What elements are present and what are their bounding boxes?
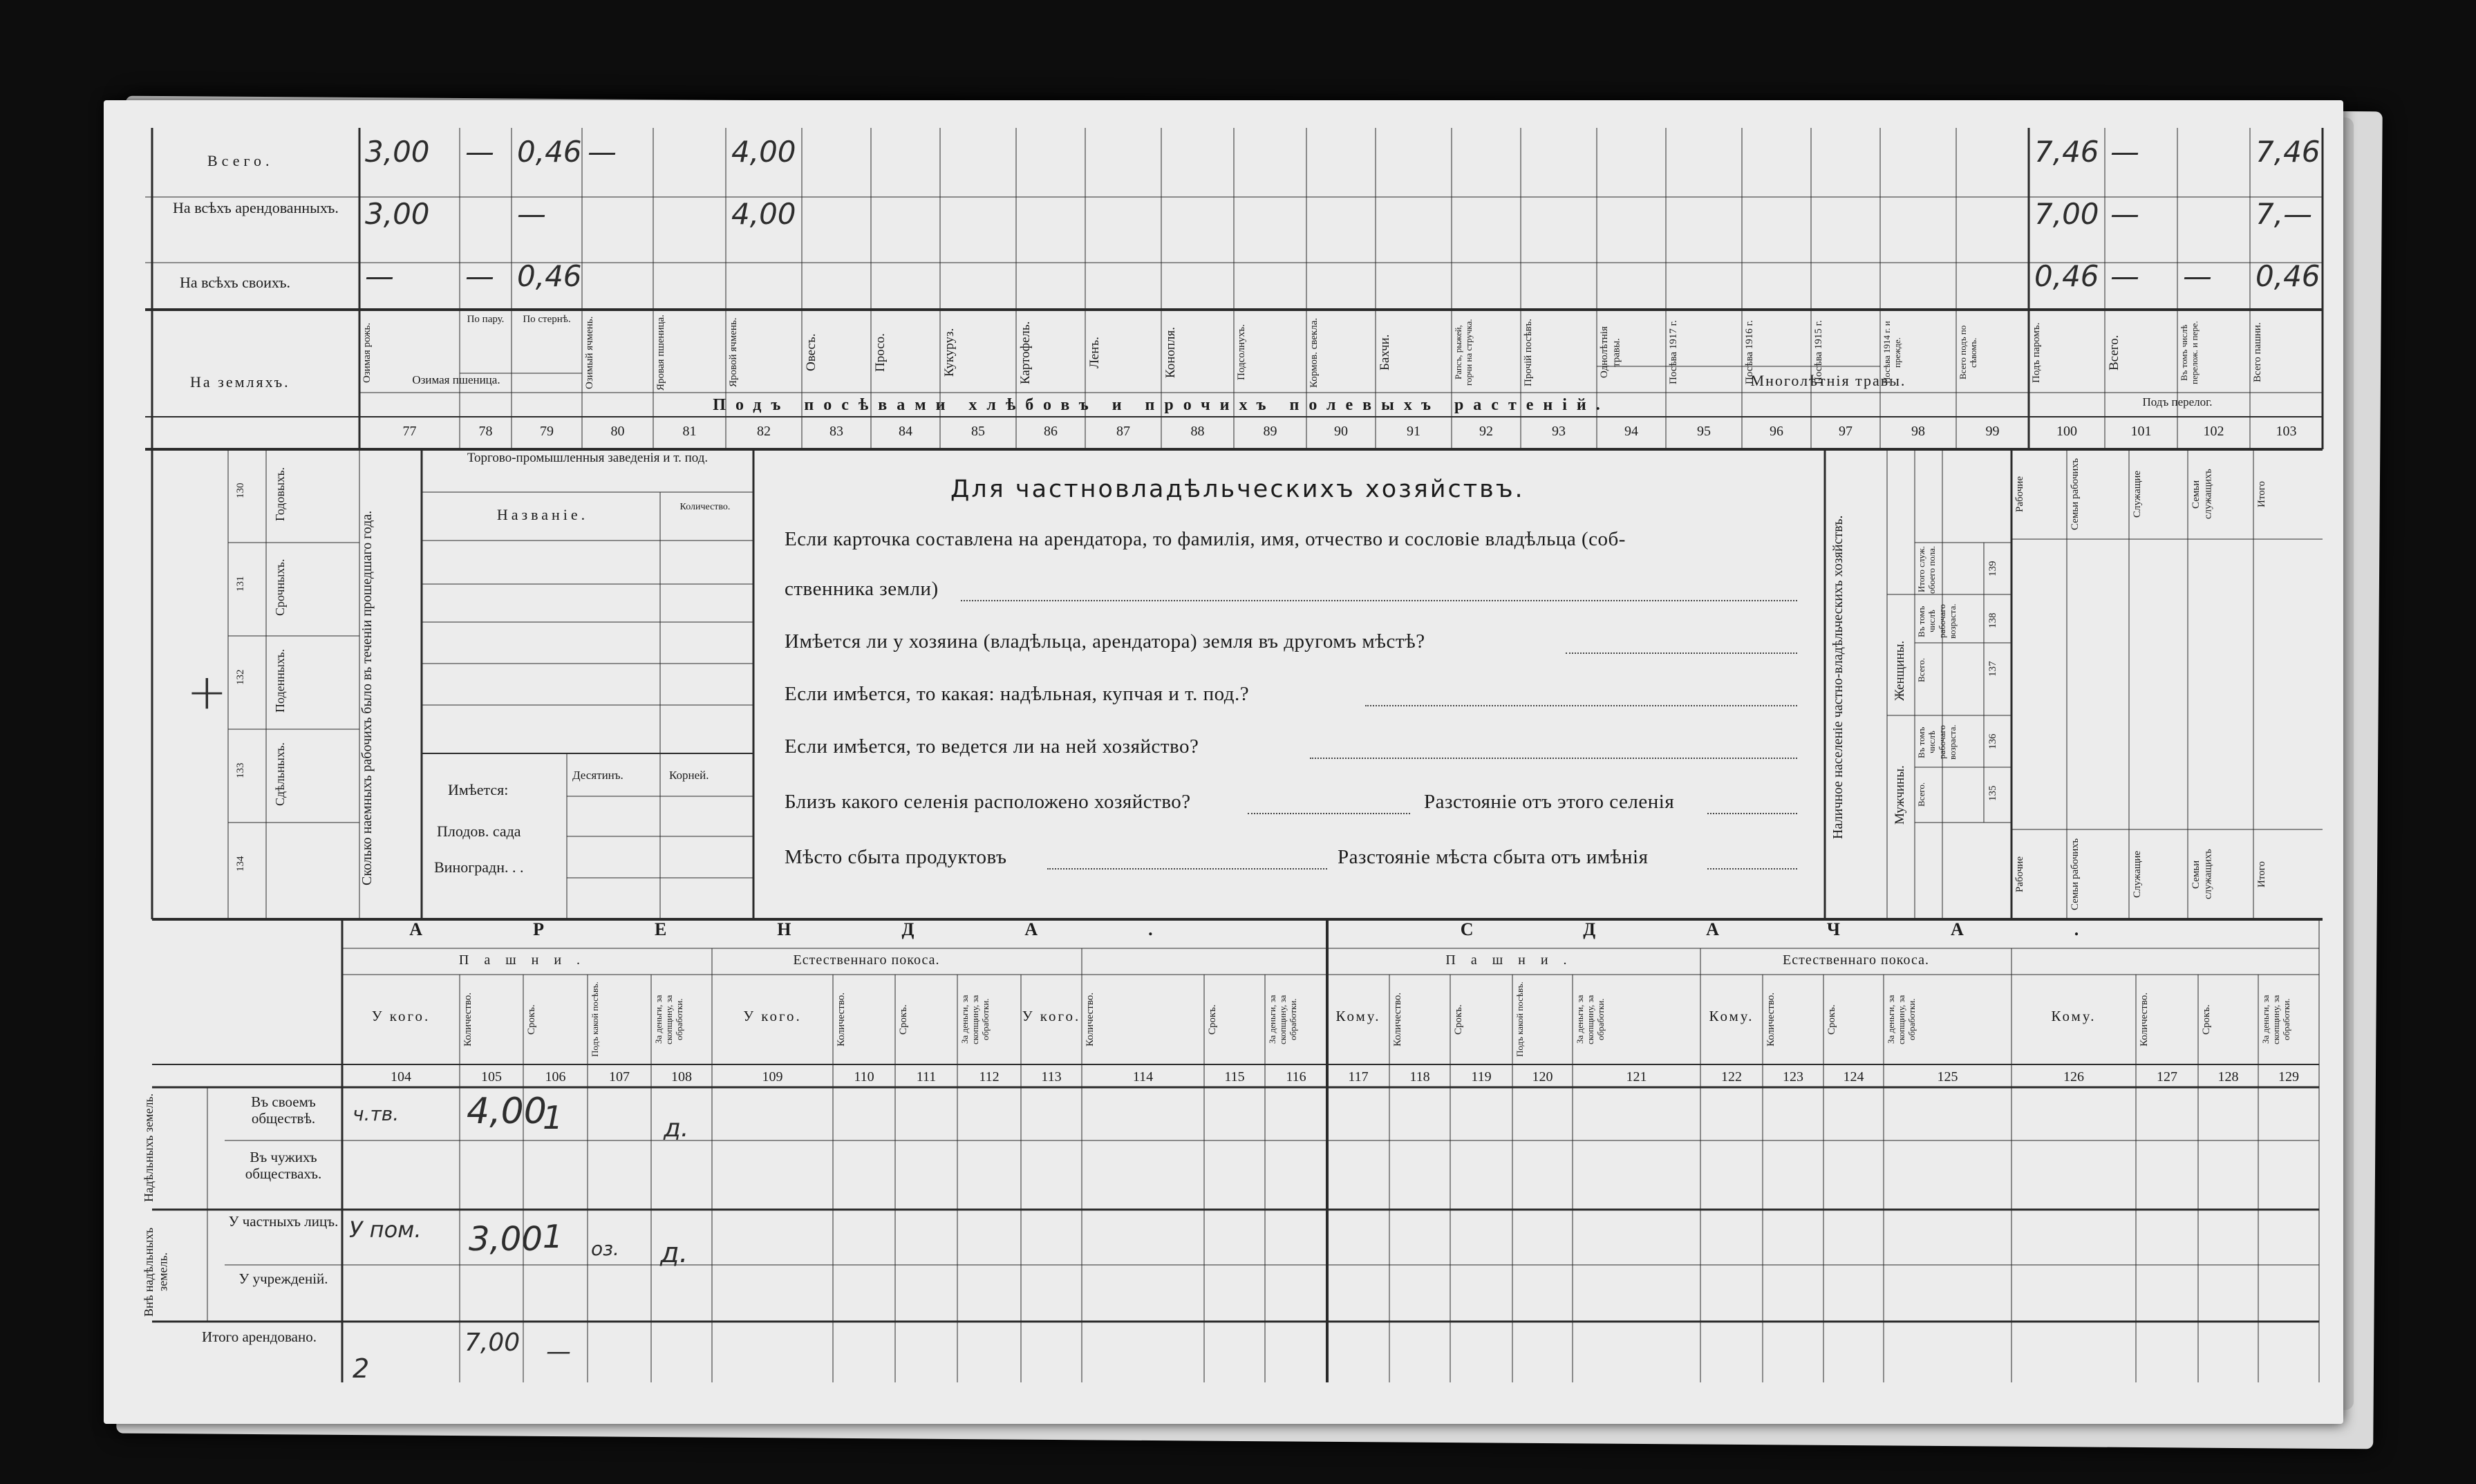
col-header-77: Озимая рожь. <box>362 322 373 383</box>
hw-private-term: 1 <box>543 1218 563 1255</box>
hw-rented-79: — <box>517 197 546 231</box>
has-label: Имѣется: <box>448 781 509 798</box>
col-num-80: 80 <box>610 424 625 439</box>
hw-own-who: ч.тв. <box>353 1102 400 1125</box>
bottom-num-116: 116 <box>1286 1069 1306 1084</box>
answer-line-2[interactable] <box>1566 651 1797 654</box>
bottom-col-120: Подъ какой посѣвъ. <box>1514 981 1525 1058</box>
col-num-81: 81 <box>682 424 697 439</box>
desyatin-label: Десятинъ. <box>572 769 623 782</box>
bottom-num-127: 127 <box>2157 1069 2177 1084</box>
col-num-93: 93 <box>1552 424 1566 439</box>
col-num-82: 82 <box>757 424 771 439</box>
answer-line-5b[interactable] <box>1707 811 1797 814</box>
bottom-col-121: За деньги, за скопщину, за обработки. <box>1575 995 1606 1044</box>
bottom-col-108: За деньги, за скопщину, за обработки. <box>653 995 684 1044</box>
question-1a: Если карточка составлена на арендатора, то фамилія, имя, отчество и сословіе владѣльца (соб- <box>785 528 1626 550</box>
answer-line-5[interactable] <box>1248 811 1410 814</box>
bottom-num-113: 113 <box>1041 1069 1062 1084</box>
col-header-87: Ленъ. <box>1087 337 1102 368</box>
right-col-bottom-0: Рабочие <box>2014 856 2025 892</box>
crops-banner: Подъ посѣвами хлѣбовъ и прочихъ полевыхъ растеній. <box>713 396 1610 414</box>
question-1b: ственника земли) <box>785 578 939 600</box>
trade-col-name: Названіе. <box>496 506 589 523</box>
col-num-97: 97 <box>1839 424 1853 439</box>
hw-total-100: 7,46 <box>2034 135 2099 169</box>
hw-total-82: 4,00 <box>731 135 796 169</box>
left-num-132: 132 <box>235 669 246 686</box>
col-header-88: Конопля. <box>1163 326 1178 379</box>
col-header-94: Однолѣтнія травы. <box>1599 326 1622 379</box>
col-header-78: По пару. <box>467 314 505 325</box>
left-num-134: 134 <box>235 856 246 872</box>
bottom-num-112: 112 <box>979 1069 1000 1084</box>
hw-own-79: 0,46 <box>517 259 582 293</box>
question-3: Если имѣется, то какая: надѣльная, купчая и т. под.? <box>785 683 1250 705</box>
col-num-91: 91 <box>1407 424 1420 439</box>
row-own-society: Въ своемъ обществѣ. <box>251 1093 316 1127</box>
hw-total-qty: 7,00 <box>465 1328 520 1357</box>
bottom-col-113: У кого. <box>1022 1008 1081 1024</box>
answer-line-3[interactable] <box>1365 704 1797 706</box>
left-label-3: Сдѣльныхъ. <box>273 742 287 806</box>
bottom-num-115: 115 <box>1224 1069 1245 1084</box>
row-label-lands: На земляхъ. <box>190 373 290 391</box>
hw-total-80: — <box>588 135 617 169</box>
hw-rented-100: 7,00 <box>2034 197 2099 231</box>
bottom-col-119: Срокъ. <box>1453 1004 1464 1035</box>
bottom-col-117: Кому. <box>1335 1008 1381 1024</box>
bottom-col-114: Количество. <box>1085 992 1096 1047</box>
question-6: Мѣсто сбыта продуктовъ <box>785 846 1007 868</box>
col-num-96: 96 <box>1770 424 1783 439</box>
bottom-col-127: Количество. <box>2139 992 2150 1047</box>
left-num-130: 130 <box>235 482 246 499</box>
answer-line-1[interactable] <box>961 599 1797 601</box>
bottom-num-120: 120 <box>1532 1069 1553 1084</box>
pop-num-137: 137 <box>1987 661 1998 677</box>
answer-line-4[interactable] <box>1310 756 1797 759</box>
col-header-82: Яровой ячмень. <box>728 317 739 388</box>
subgroup-1: Естественнаго покоса. <box>793 952 940 968</box>
pop-label-138: Въ томъ числѣ рабочаго возраста. <box>1916 603 1958 639</box>
question-5b: Разстояніе отъ этого селенія <box>1424 791 1675 813</box>
col-num-95: 95 <box>1697 424 1711 439</box>
row-total-rented: Итого арендовано. <box>202 1328 317 1345</box>
pop-num-136: 136 <box>1987 733 1998 750</box>
col-num-85: 85 <box>971 424 985 439</box>
pop-label-139: Итого служ. обоего пола. <box>1916 545 1937 594</box>
col-num-84: 84 <box>899 424 912 439</box>
bottom-num-123: 123 <box>1783 1069 1803 1084</box>
right-col-bottom-1: Семьи рабочихъ <box>2070 838 2081 911</box>
bottom-col-105: Количество. <box>462 992 473 1047</box>
col-num-79: 79 <box>540 424 554 439</box>
men-label: Мужчины. <box>1893 765 1907 825</box>
col-header-103: Всего пашни. <box>2252 322 2263 383</box>
orchard-label: Плодов. сада <box>437 823 521 840</box>
group-fallow: Подъ перелог. <box>2142 395 2213 408</box>
right-col-top-2: Служащие <box>2132 470 2143 518</box>
col-header-80: Озимый ячмень. <box>584 316 595 389</box>
bottom-num-126: 126 <box>2063 1069 2084 1084</box>
hw-rented-77: 3,00 <box>365 197 430 231</box>
col-num-94: 94 <box>1624 424 1638 439</box>
bottom-num-106: 106 <box>545 1069 566 1084</box>
subgroup-2: Пашни. <box>1445 952 1582 968</box>
hw-total-who: 2 <box>353 1353 370 1384</box>
pop-num-135: 135 <box>1987 785 1998 802</box>
right-col-top-4: Итого <box>2256 481 2267 507</box>
col-header-79: По стернѣ. <box>523 314 571 325</box>
bottom-col-124: Срокъ. <box>1826 1004 1837 1035</box>
col-header-95: Посѣва 1917 г. <box>1668 320 1679 385</box>
bottom-col-122: Кому. <box>1709 1008 1754 1024</box>
trade-header: Торгово-промышленныя заведенія и т. под. <box>467 451 709 465</box>
subgroup-0: Пашни. <box>458 952 596 968</box>
right-col-top-0: Рабочие <box>2014 476 2025 512</box>
bottom-col-118: Количество. <box>1392 992 1403 1047</box>
sdacha-header: СДАЧА. <box>1460 919 2190 939</box>
col-num-83: 83 <box>829 424 843 439</box>
bottom-col-110: Количество. <box>836 992 847 1047</box>
col-num-90: 90 <box>1334 424 1348 439</box>
bottom-num-104: 104 <box>391 1069 411 1084</box>
bottom-col-112: За деньги, за скопщину, за обработки. <box>959 995 991 1044</box>
pop-label-135: Всего. <box>1916 782 1926 807</box>
col-header-83: Овесъ. <box>804 333 818 372</box>
bottom-num-125: 125 <box>1937 1069 1958 1084</box>
col-header-97: Посѣва 1915 г. <box>1813 320 1824 385</box>
row-other-society: Въ чужихъ обществахъ. <box>245 1149 322 1183</box>
hw-own-100: 0,46 <box>2034 259 2099 293</box>
question-2: Имѣется ли у хозяина (владѣльца, арендатора) земля въ другомъ мѣстѣ? <box>785 630 1425 652</box>
hw-own-101: — <box>2110 259 2139 293</box>
row-label-rented: На всѣхъ арендованныхъ. <box>173 199 339 216</box>
col-num-77: 77 <box>402 424 417 439</box>
col-header-86: Картофель. <box>1018 321 1033 384</box>
bottom-num-109: 109 <box>762 1069 783 1084</box>
trade-col-qty: Количество. <box>679 502 731 512</box>
col-num-101: 101 <box>2130 424 2152 439</box>
bottom-col-109: У кого. <box>743 1008 802 1024</box>
arenda-header: АРЕНДА. <box>409 919 1264 939</box>
hw-own-money: д. <box>664 1114 689 1143</box>
hw-rented-82: 4,00 <box>731 197 796 231</box>
col-num-98: 98 <box>1911 424 1925 439</box>
hw-own-77: — <box>365 259 394 293</box>
hw-total-term: — <box>546 1337 571 1366</box>
bottom-num-118: 118 <box>1409 1069 1430 1084</box>
pop-num-139: 139 <box>1987 561 1998 577</box>
col-header-98: Посѣва 1914 г. и прежде. <box>1882 321 1902 384</box>
bottom-num-107: 107 <box>609 1069 630 1084</box>
left-num-133: 133 <box>235 762 246 779</box>
hw-private-who: У пом. <box>349 1217 422 1243</box>
col-header-91: Бахчи. <box>1378 334 1392 371</box>
col-header-89: Подсолнухъ. <box>1236 324 1247 381</box>
answer-line-6[interactable] <box>1047 867 1327 870</box>
hw-own-qty: 4,00 <box>467 1091 547 1132</box>
question-5: Близъ какого селенія расположено хозяйство? <box>785 791 1191 813</box>
row-label-total: Всего. <box>207 152 274 169</box>
bottom-col-123: Количество. <box>1765 992 1776 1047</box>
right-col-bottom-4: Итого <box>2256 861 2267 887</box>
col-header-100: Подъ паромъ. <box>2031 322 2042 383</box>
bottom-col-128: Срокъ. <box>2201 1004 2212 1035</box>
bottom-num-128: 128 <box>2217 1069 2239 1084</box>
bottom-num-129: 129 <box>2278 1069 2299 1084</box>
left-label-2: Поденныхъ. <box>273 648 287 713</box>
hw-own-78: — <box>465 259 494 293</box>
bottom-num-108: 108 <box>671 1069 692 1084</box>
group-perennial-grass: Многолѣтнія травы. <box>1750 372 1906 389</box>
left-label-0: Годовыхъ. <box>273 467 287 522</box>
hw-own-102: — <box>2183 259 2212 293</box>
bottom-col-116: За деньги, за скопщину, за обработки. <box>1267 995 1298 1044</box>
hw-private-qty: 3,00 <box>469 1220 543 1259</box>
left-num-131: 131 <box>235 576 246 592</box>
pop-num-138: 138 <box>1987 612 1998 629</box>
hw-total-101: — <box>2110 135 2139 169</box>
hw-own-term: 1 <box>543 1099 563 1136</box>
question-4: Если имѣется, то ведется ли на ней хозяйство? <box>785 735 1199 758</box>
right-col-bottom-2: Служащие <box>2132 850 2143 899</box>
bottom-num-124: 124 <box>1843 1069 1864 1084</box>
col-header-81: Яровая пшеница. <box>655 314 666 391</box>
bottom-num-105: 105 <box>481 1069 502 1084</box>
bottom-col-125: За деньги, за скопщину, за обработки. <box>1886 995 1917 1044</box>
right-col-bottom-3: Семьи служащихъ <box>2191 849 2214 900</box>
col-header-85: Кукуруз. <box>942 328 957 377</box>
bottom-num-117: 117 <box>1348 1069 1369 1084</box>
bottom-num-119: 119 <box>1471 1069 1492 1084</box>
bottom-col-104: У кого. <box>371 1008 431 1024</box>
col-num-88: 88 <box>1190 424 1205 439</box>
hw-total-77: 3,00 <box>365 135 430 169</box>
col-num-99: 99 <box>1985 424 2000 439</box>
answer-line-6b[interactable] <box>1707 867 1797 870</box>
bottom-col-106: Срокъ. <box>526 1004 537 1035</box>
question-6b: Разстояніе мѣста сбыта отъ имѣнія <box>1338 846 1649 868</box>
col-header-84: Просо. <box>873 333 888 372</box>
col-header-101: Всего. <box>2107 335 2121 370</box>
group-nadel: Надѣльныхъ земель. <box>142 1093 156 1202</box>
col-num-100: 100 <box>2056 424 2077 439</box>
col-num-78: 78 <box>478 424 493 439</box>
right-col-top-3: Семьи служащихъ <box>2191 469 2214 520</box>
hw-total-78: — <box>465 135 494 169</box>
col-num-92: 92 <box>1479 424 1493 439</box>
hw-rented-101: — <box>2110 197 2139 231</box>
group-winter-wheat: Озимая пшеница. <box>412 373 500 386</box>
bottom-num-121: 121 <box>1626 1069 1647 1084</box>
bottom-num-111: 111 <box>916 1069 937 1084</box>
bottom-col-115: Срокъ. <box>1207 1004 1218 1035</box>
col-num-102: 102 <box>2203 424 2224 439</box>
row-institutions: У учрежденій. <box>238 1270 328 1287</box>
bottom-col-111: Срокъ. <box>898 1004 909 1035</box>
pop-label-137: Всего. <box>1916 657 1926 682</box>
hw-rented-103: 7,— <box>2255 197 2313 231</box>
hw-private-money: д. <box>660 1237 688 1269</box>
hired-workers-label: Сколько наемныхъ рабочихъ было въ теченіи прошедшаго года. <box>359 510 375 886</box>
vineyard-label: Виноградн. . . <box>434 858 524 876</box>
bottom-col-129: За деньги, за скопщину, за обработки. <box>2260 995 2291 1044</box>
col-num-103: 103 <box>2276 424 2297 439</box>
bottom-col-107: Подъ какой посѣвъ. <box>590 981 600 1058</box>
col-header-92: Рапсъ, рыжей, горчи на стручка. <box>1453 319 1474 386</box>
col-header-90: Кормов. свекла. <box>1309 317 1320 388</box>
group-vne: Внѣ надѣльныхъ земель. <box>142 1227 170 1317</box>
women-label: Женщины. <box>1893 640 1907 701</box>
population-label: Наличное населеніе частно-владѣльческихъ хозяйствъ. <box>1830 515 1846 840</box>
col-num-86: 86 <box>1044 424 1058 439</box>
hw-total-103: 7,46 <box>2255 135 2320 169</box>
bottom-num-110: 110 <box>854 1069 874 1084</box>
bottom-num-122: 122 <box>1721 1069 1742 1084</box>
col-header-96: Посѣва 1916 г. <box>1744 320 1755 385</box>
roots-label: Корней. <box>669 769 709 782</box>
hw-total-79: 0,46 <box>517 135 582 169</box>
col-header-102: Въ томъ числѣ перелож. и пере. <box>2179 321 2200 384</box>
col-num-87: 87 <box>1116 424 1130 439</box>
pop-label-136: Въ томъ числѣ рабочаго возраста. <box>1916 724 1958 760</box>
col-header-99: Всего подъ по сѣвомъ. <box>1958 325 1978 380</box>
right-col-top-1: Семьи рабочихъ <box>2070 458 2081 531</box>
plus-mark: + <box>187 664 227 720</box>
left-label-1: Срочныхъ. <box>273 558 287 617</box>
subgroup-3: Естественнаго покоса. <box>1783 952 1929 968</box>
hw-own-103: 0,46 <box>2255 259 2320 293</box>
row-private: У частныхъ лицъ. <box>228 1213 339 1230</box>
bottom-num-114: 114 <box>1132 1069 1154 1084</box>
col-header-93: Прочій посѣвъ. <box>1523 319 1534 386</box>
row-label-own: На всѣхъ своихъ. <box>180 274 290 291</box>
col-num-89: 89 <box>1263 424 1277 439</box>
form-title: Для частновладѣльческихъ хозяйствъ. <box>950 476 1525 503</box>
bottom-col-126: Кому. <box>2051 1008 2097 1024</box>
hw-private-crop: оз. <box>591 1237 619 1260</box>
